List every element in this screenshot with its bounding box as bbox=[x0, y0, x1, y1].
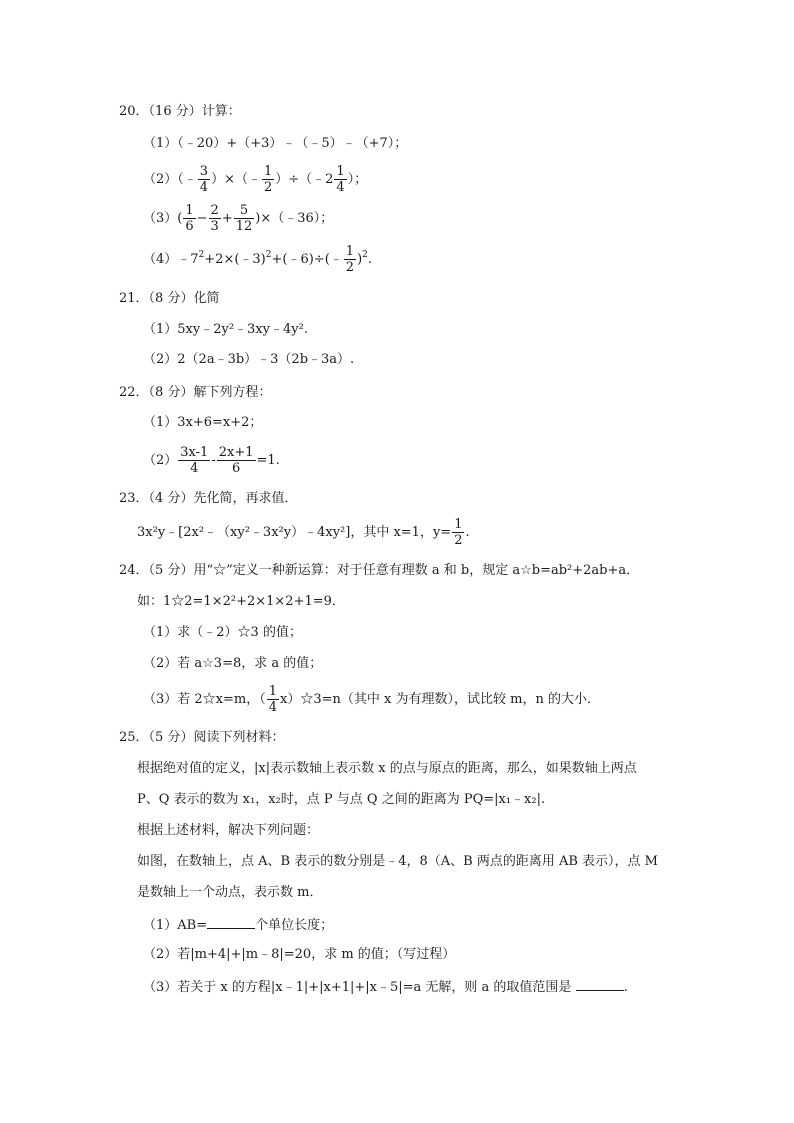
numerator: 3x-1 bbox=[180, 445, 209, 460]
numerator: 2 bbox=[210, 203, 219, 218]
q25-p3-post: . bbox=[623, 980, 628, 995]
denominator: 6 bbox=[231, 461, 241, 476]
numerator: 5 bbox=[234, 203, 255, 219]
q20-p2-mid1: ）×（﹣ bbox=[211, 172, 261, 187]
numerator: 3 bbox=[199, 164, 209, 179]
fraction bbox=[267, 684, 279, 715]
q20-p3-op2: + bbox=[221, 211, 233, 226]
denominator: 4 bbox=[336, 180, 345, 195]
q25-p3-pre: （3）若关于 x 的方程|x﹣1|+|x+1|+|x﹣5|=a 无解，则 a 的取值范围是 bbox=[143, 980, 572, 995]
question-24-title: 24．（5 分）用“☆”定义一种新运算：对于任意有理数 a 和 b，规定 a☆b=ab²+2ab+a． bbox=[119, 563, 640, 578]
numerator: 1 bbox=[263, 164, 273, 179]
denominator: 4 bbox=[268, 700, 278, 715]
question-24-part-3 bbox=[143, 684, 600, 715]
denominator: 4 bbox=[190, 461, 199, 476]
question-22-part-1: （1）3x+6=x+2； bbox=[143, 415, 263, 430]
q24-p3-pre: （3）若 2☆x=m，（ bbox=[143, 692, 266, 707]
fraction bbox=[344, 244, 356, 275]
answer-blank[interactable] bbox=[576, 978, 624, 991]
q22-p2-post: =1. bbox=[256, 453, 280, 468]
question-22-title: 22．（8 分）解下列方程： bbox=[119, 385, 272, 400]
question-25-material-1: 根据绝对值的定义，|x|表示数轴上表示数 x 的点与原点的距离，那么，如果数轴上两点 bbox=[137, 761, 637, 776]
fraction bbox=[234, 203, 255, 234]
fraction bbox=[178, 445, 210, 476]
fraction bbox=[209, 203, 221, 234]
question-20-title: 20．（16 分）计算： bbox=[119, 104, 241, 119]
q23-post: . bbox=[465, 525, 470, 540]
exponent: 2 bbox=[265, 250, 272, 260]
question-20-part-3 bbox=[143, 203, 333, 234]
question-25-title: 25．（5 分）阅读下列材料： bbox=[119, 730, 285, 745]
q24-p3-var: x bbox=[280, 692, 288, 707]
question-21-part-2: （2）2（2a﹣3b）﹣3（2b﹣3a）. bbox=[143, 352, 355, 367]
fraction bbox=[452, 517, 464, 548]
question-24-part-1: （1）求（﹣2）☆3 的值； bbox=[143, 625, 302, 640]
q22-p2-op: - bbox=[211, 453, 216, 468]
denominator: 2 bbox=[454, 533, 463, 548]
q20-p4-post: . bbox=[367, 252, 373, 267]
q25-p1-post: 个单位长度； bbox=[255, 918, 334, 933]
numerator: 1 bbox=[454, 517, 463, 532]
q20-p3-pre: （3）( bbox=[143, 211, 183, 226]
q20-p2-post: ）； bbox=[347, 172, 368, 187]
denominator: 4 bbox=[199, 180, 209, 195]
question-25-material-2: P、Q 表示的数为 x₁，x₂时，点 P 与点 Q 之间的距离为 PQ=|x₁﹣x₂|. bbox=[137, 792, 546, 807]
question-25-material-4: 如图，在数轴上，点 A、B 表示的数分别是﹣4，8（A、B 两点的距离用 AB 表示），点 M bbox=[137, 854, 658, 869]
numerator: 1 bbox=[268, 684, 278, 699]
denominator: 3 bbox=[210, 219, 219, 234]
question-23-expression bbox=[137, 517, 470, 548]
exponent: 2 bbox=[198, 250, 205, 260]
fraction bbox=[183, 203, 195, 234]
question-25-part-1 bbox=[143, 916, 333, 934]
q20-p2-mid2: ）÷（﹣2 bbox=[275, 172, 334, 187]
question-24-example: 如：1☆2=1×2²+2×1×2+1=9． bbox=[137, 594, 345, 609]
q20-p3-post: )×（﹣36）； bbox=[255, 211, 334, 226]
numerator: 1 bbox=[345, 244, 355, 259]
question-21-title: 21．（8 分）化简 bbox=[119, 291, 220, 306]
question-24-part-2: （2）若 a☆3=8，求 a 的值； bbox=[143, 656, 323, 671]
question-20-part-4 bbox=[143, 244, 372, 275]
fraction bbox=[262, 164, 274, 195]
fraction bbox=[334, 164, 346, 195]
question-25-material-5: 是数轴上一个动点，表示数 m． bbox=[137, 885, 323, 900]
q20-p4-mid1: +2×(﹣3) bbox=[204, 252, 266, 267]
q25-p1-pre: （1）AB= bbox=[143, 918, 208, 933]
question-22-part-2 bbox=[143, 445, 280, 476]
answer-blank[interactable] bbox=[207, 916, 255, 929]
q23-expr: 3x²y﹣[2x²﹣（xy²﹣3x²y）﹣4xy²]，其中 x=1，y= bbox=[137, 525, 452, 540]
q20-p4-pre: （4）﹣7 bbox=[143, 252, 199, 267]
numerator: 1 bbox=[336, 164, 345, 179]
denominator: 2 bbox=[345, 260, 355, 275]
q20-p4-mid3: ) bbox=[357, 252, 363, 267]
denominator: 12 bbox=[235, 219, 253, 234]
question-21-part-1: （1）5xy﹣2y²﹣3xy﹣4y². bbox=[143, 322, 308, 337]
question-23-title: 23．（4 分）先化简，再求值． bbox=[119, 491, 298, 506]
question-25-part-2: （2）若|m+4|+|m﹣8|=20，求 m 的值；（写过程） bbox=[143, 947, 456, 962]
q20-p2-pre: （2）（﹣ bbox=[143, 172, 197, 187]
exponent: 2 bbox=[362, 250, 368, 260]
q20-p3-op1: − bbox=[196, 211, 208, 226]
q22-p2-pre: （2） bbox=[143, 453, 178, 468]
q24-p3-post: ）☆3=n（其中 x 为有理数），试比较 m，n 的大小． bbox=[287, 692, 600, 707]
numerator: 2x+1 bbox=[218, 445, 254, 460]
fraction bbox=[217, 445, 256, 476]
denominator: 2 bbox=[263, 180, 273, 195]
denominator: 6 bbox=[185, 219, 194, 234]
question-25-part-3 bbox=[143, 978, 628, 996]
fraction bbox=[198, 164, 210, 195]
question-20-part-1: （1）（﹣20）+（+3）﹣（﹣5）﹣（+7）； bbox=[143, 136, 408, 151]
question-25-material-3: 根据上述材料，解决下列问题： bbox=[137, 823, 320, 838]
q20-p4-mid2: +(﹣6)÷(﹣ bbox=[271, 252, 343, 267]
numerator: 1 bbox=[185, 203, 194, 218]
question-20-part-2 bbox=[143, 164, 367, 195]
